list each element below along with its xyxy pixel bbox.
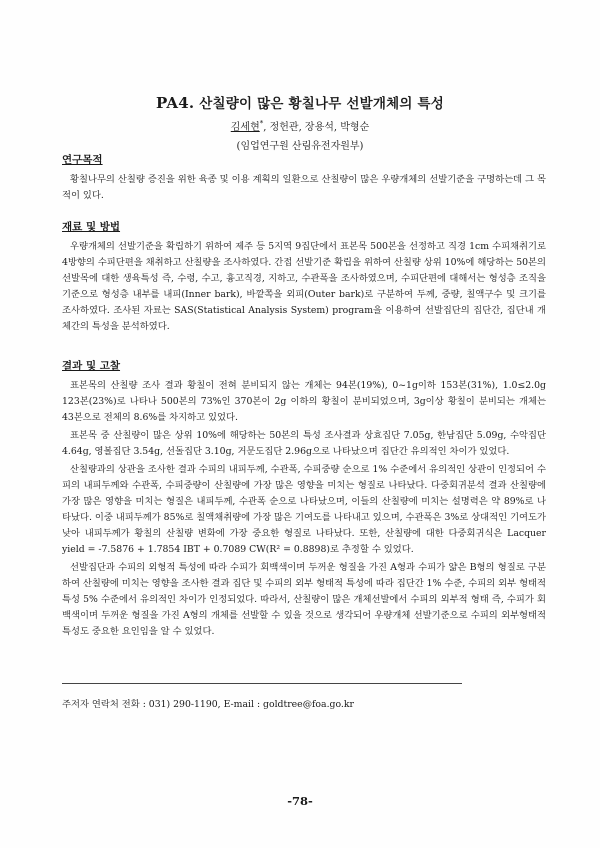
paragraph: 산칠량과의 상관을 조사한 결과 수피의 내피두께, 수관폭, 수피중량 순으로 1% 수준에서 유의적인 상관이 인정되어 수피의 내피두께와 수관폭, 수피중량이 산칠량에 가장 많은 영향을 미치는 형질로 나타났다. 다중회귀분석 결과 산칠량에 가장 많은 영향을 미치는 형질은 내피두께, 수관폭 순으로 나타났으며, 이들의 산칠량에 미치는 설명력은 약 89%로 나타났다. 이중 내피두께가 85%로 칠액채취량에 가장 많은 기여도를 나타내고 있으며, 수관폭은 3%로 상대적인 기여도가 낮아 내피두께가 황칠의 산칠량 변화에 가장 중요한 형질로 나타났다. 또한, 산칠량에 대한 다중회귀식은 Lacquer yield = -7.5876 + 1.7854 IBT + 0.7089 CW(R² = 0.8898)로 추정할 수 있었다. bbox=[62, 464, 546, 555]
co-authors: , 정헌관, 장용석, 박형순 bbox=[263, 122, 370, 133]
paragraph: 우량개체의 선발기준을 확립하기 위하여 제주 등 5지역 9집단에서 표본목 500본을 선정하고 직경 1cm 수피채취기로 4방향의 수피단편을 채취하고 산칠량을 조사하였다. 간접 선발기준 확립을 위하여 산칠량 상위 10%에 해당하는 50본의 선발목에 대한 생육특성 즉, 수령, 수고, 흉고직경, 지하고, 수관폭을 조사하였으며, 수피단편에 대해서는 형성층 조직을 기준으로 형성층 내부를 내피(Inner bark), 바깥쪽을 외피(Outer bark)로 구분하여 두께, 중량, 칠액구수 및 크기를 조사하였다. 조사된 자료는 SAS(Statistical Analysis System) program을 이용하여 선발집단의 집단간, 집단내 개체간의 특성을 분석하였다. bbox=[62, 241, 546, 332]
section-heading-results: 결과 및 고찰 bbox=[62, 360, 121, 372]
contact-footnote: 주저자 연락처 전화 : 031) 290-1190, E-mail : goldtree@foa.go.kr bbox=[62, 699, 354, 710]
author-line bbox=[0, 118, 600, 133]
paragraph: 표본목의 산칠량 조사 결과 황칠이 전혀 분비되지 않는 개체는 94본(19%), 0~1g이하 153본(31%), 1.0≤2.0g 123본(23%)로 나타나 500본의 73%인 370본이 2g 이하의 황칠이 분비되었으며, 3g이상 황칠이 분비되는 개체는 43본으로 전체의 8.6%를 차지하고 있었다. bbox=[62, 380, 546, 423]
first-author: 김세현 bbox=[230, 122, 260, 133]
affiliation: (임업연구원 산림유전자원부) bbox=[236, 141, 364, 152]
section-heading-methods: 재료 및 방법 bbox=[62, 221, 121, 233]
paragraph: 표본목 중 산칠량이 많은 상위 10%에 해당하는 50본의 특성 조사결과 상효집단 7.05g, 한남집단 5.09g, 수악집단 4.64g, 영볼집단 3.54g, 선돌집단 3.10g, 거문도집단 2.96g으로 나타났으며 집단간 유의적인 차이가 있었다. bbox=[62, 430, 546, 457]
paragraph: 황칠나무의 산칠량 증진을 위한 육종 및 이용 계획의 일환으로 산칠량이 많은 우량개체의 선발기준을 구명하는데 그 목적이 있다. bbox=[62, 174, 546, 201]
paper-title-text: 산칠량이 많은 황칠나무 선발개체의 특성 bbox=[199, 96, 444, 112]
paper-code: PA4. bbox=[156, 94, 195, 112]
footnote-divider bbox=[62, 683, 462, 684]
section-heading-purpose: 연구목적 bbox=[62, 154, 103, 166]
paper-title bbox=[0, 92, 600, 112]
page-number: -78- bbox=[287, 794, 313, 808]
section-methods bbox=[62, 219, 546, 335]
paragraph: 선발집단과 수피의 외형적 특성에 따라 수피가 회백색이며 두꺼운 형질을 가진 A형과 수피가 얇은 B형의 형질로 구분하여 산칠량에 미치는 영향을 조사한 결과 집단 및 수피의 외부 형태적 특성에 따라 집단간 1% 수준, 수피의 외부 형태적 특성 5% 수준에서 유의적인 차이가 인정되었다. 따라서, 산칠량이 많은 개체선발에서 수피의 외부적 형태 즉, 수피가 회백색이며 두꺼운 형질을 가진 A형의 개체를 선발할 수 있을 것으로 생각되어 우량개체 선발기준으로 수피의 외부형태적 특성도 중요한 요인임을 알 수 있었다. bbox=[62, 562, 547, 637]
section-purpose bbox=[62, 152, 546, 204]
corresponding-mark: * bbox=[259, 119, 264, 128]
section-results bbox=[62, 358, 546, 640]
title-block bbox=[0, 92, 600, 152]
